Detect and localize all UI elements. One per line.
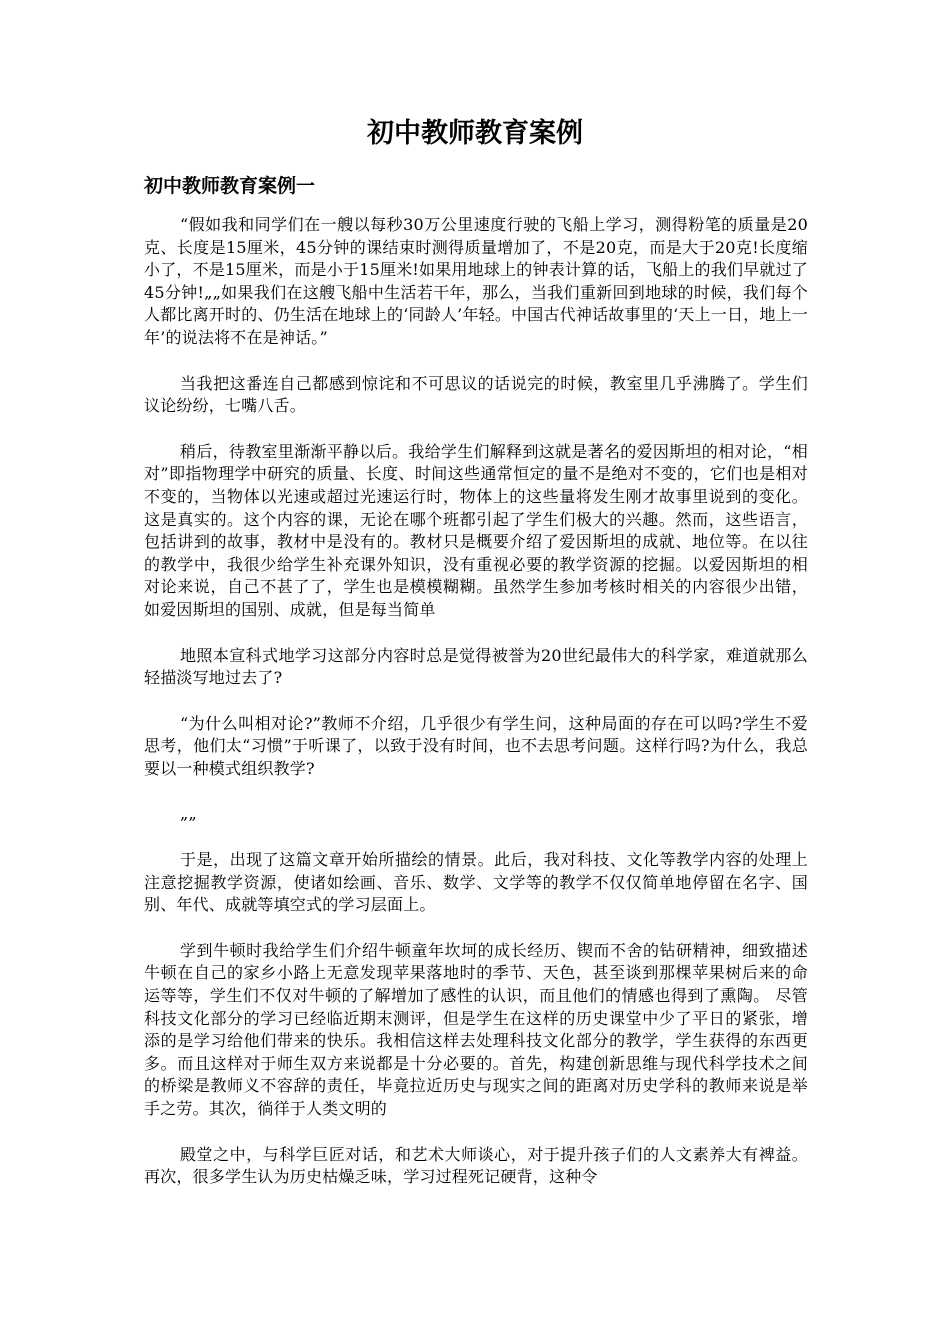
- paragraph-hall-of-science: 殿堂之中，与科学巨匠对话，和艺术大师谈心，对于提升孩子们的人文素养大有裨益。再次，很多学生认为历史枯燥乏味，学习过程死记硬背，这种令: [144, 1144, 808, 1187]
- document-title: 初中教师教育案例: [367, 118, 583, 149]
- paragraph-class-reaction: 当我把这番连自己都感到惊诧和不可思议的话说完的时候，教室里几乎沸腾了。学生们议论纷纷，七嘴八舌。: [144, 373, 808, 416]
- paragraph-ellipsis: „„: [180, 804, 197, 824]
- paragraph-relativity-explanation: 稍后，待教室里渐渐平静以后。我给学生们解释到这就是著名的爱因斯坦的相对论，“相对”即指物理学中研究的质量、长度、时间这些通常恒定的量不是绝对不变的，它们也是相对不变的，当物体以光速或超过光速运行时，物体上的这些量将发生刚才故事里说到的变化。这是真实的。这个内容的课，无论在哪个班都引起了学生们极大的兴趣。然而，这些语言，包括讲到的故事，教材中是没有的。教材只是概要介绍了爱因斯坦的成就、地位等。在以往的教学中，我很少给学生补充课外知识，没有重视必要的教学资源的挖掘。以爱因斯坦的相对论来说，自己不甚了了，学生也是模模糊糊。虽然学生参加考核时相关的内容很少出错，如爱因斯坦的国别、成就，但是每当简单: [144, 441, 808, 619]
- paragraph-greatest-scientist: 地照本宣科式地学习这部分内容时总是觉得被誉为20世纪最伟大的科学家，难道就那么轻描淡写地过去了?: [144, 645, 808, 688]
- paragraph-teaching-resources: 于是，出现了这篇文章开始所描绘的情景。此后，我对科技、文化等教学内容的处理上注意挖掘教学资源，使诸如绘画、音乐、数学、文学等的教学不仅仅简单地停留在名字、国别、年代、成就等填空式的学习层面上。: [144, 850, 808, 915]
- paragraph-spaceship-story: “假如我和同学们在一艘以每秒30万公里速度行驶的飞船上学习，测得粉笔的质量是20克、长度是15厘米，45分钟的课结束时测得质量增加了，不是20克，而是大于20克!长度缩小了，不是15厘米，而是小于15厘米!如果用地球上的钟表计算的话，飞船上的我们早就过了45分钟!„„如果我们在这艘飞船中生活若干年，那么，当我们重新回到地球的时候，我们每个人都比离开时的、仍生活在地球上的‘同龄人’年轻。中国古代神话故事里的‘天上一日，地上一年’的说法将不在是神话。”: [144, 215, 808, 347]
- document-body: [144, 214, 808, 1212]
- section-heading: 初中教师教育案例一: [144, 175, 316, 197]
- paragraph-newton: 学到牛顿时我给学生们介绍牛顿童年坎坷的成长经历、锲而不舍的钻研精神，细致描述牛顿在自己的家乡小路上无意发现苹果落地时的季节、天色，甚至谈到那棵苹果树后来的命运等等，学生们不仅对牛顿的了解增加了感性的认识，而且他们的情感也得到了熏陶。 尽管科技文化部分的学习已经临近期末测评，但是学生在这样的历史课堂中少了平日的紧张，增添的是学习给他们带来的快乐。我相信这样去处理科技文化部分的教学，学生获得的东西更多。而且这样对于师生双方来说都是十分必要的。首先，构建创新思维与现代科学技术之间的桥梁是教师义不容辞的责任，毕竟拉近历史与现实之间的距离对历史学科的教师来说是举手之劳。其次，徜徉于人类文明的: [144, 940, 808, 1118]
- paragraph-why-relativity: “为什么叫相对论?”教师不介绍，几乎很少有学生问，这种局面的存在可以吗?学生不爱思考，他们太“习惯”于听课了，以致于没有时间，也不去思考问题。这样行吗?为什么，我总要以一种模式组织教学?: [144, 713, 808, 778]
